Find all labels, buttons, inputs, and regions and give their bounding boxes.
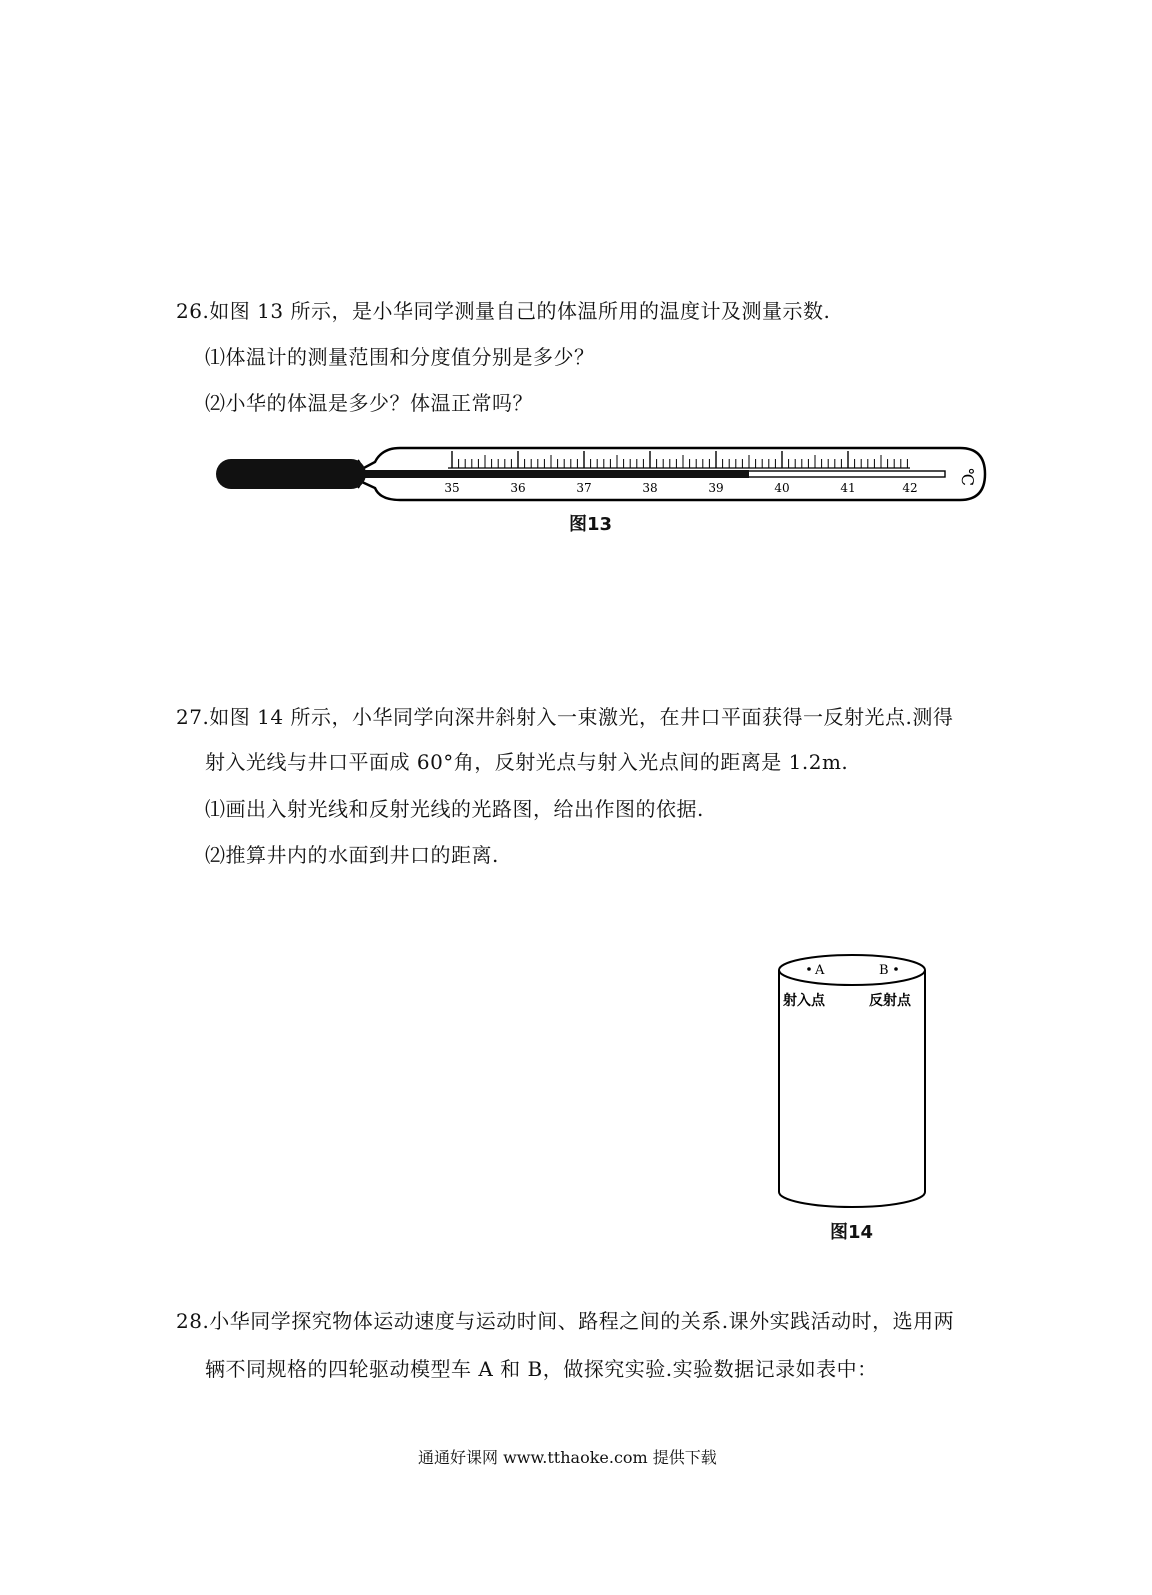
q26-stem: 26.如图 13 所示，是小华同学测量自己的体温所用的温度计及测量示数. xyxy=(176,299,831,323)
q26-sub-question-1: ⑴体温计的测量范围和分度值分别是多少？ xyxy=(205,345,595,369)
well-figure xyxy=(775,952,930,1217)
q28-stem-line-1: 28.小华同学探究物体运动速度与运动时间、路程之间的关系.课外实践活动时，选用两 xyxy=(176,1309,955,1333)
q27-sub-question-2: ⑵推算井内的水面到井口的距离. xyxy=(205,843,499,867)
figure-13-caption: 图13 xyxy=(569,514,613,535)
q27-stem-line-2: 射入光线与井口平面成 60°角，反射光点与射入光点间的距离是 1.2m. xyxy=(205,750,849,774)
scale-label-35: 35 xyxy=(444,481,460,495)
point-a-label: A xyxy=(815,963,825,978)
point-b-dot xyxy=(894,967,898,971)
scale-label-42: 42 xyxy=(902,481,918,495)
reflection-point-label: 反射点 xyxy=(869,993,911,1009)
incident-point-label: 射入点 xyxy=(783,993,825,1009)
page-footer: 通通好课网 www.tthaoke.com 提供下载 xyxy=(418,1448,717,1467)
celsius-unit: ℃ xyxy=(958,468,977,486)
mercury-column xyxy=(360,470,749,478)
thermometer-figure xyxy=(210,440,990,510)
scale-ticks xyxy=(452,451,907,468)
scale-labels xyxy=(444,481,917,495)
figure-14-caption: 图14 xyxy=(830,1222,874,1243)
point-b-label: B xyxy=(879,963,889,978)
scale-label-38: 38 xyxy=(642,481,658,495)
scale-label-40: 40 xyxy=(774,481,790,495)
q27-sub-question-1: ⑴画出入射光线和反射光线的光路图，给出作图的依据. xyxy=(205,797,704,821)
point-a-dot xyxy=(807,967,811,971)
scale-label-39: 39 xyxy=(708,481,724,495)
q27-stem-line-1: 27.如图 14 所示，小华同学向深井斜射入一束激光，在井口平面获得一反射光点.测得 xyxy=(176,705,954,729)
q26-sub-question-2: ⑵小华的体温是多少？体温正常吗？ xyxy=(205,391,533,415)
scale-label-36: 36 xyxy=(510,481,526,495)
scale-label-41: 41 xyxy=(840,481,856,495)
scale-label-37: 37 xyxy=(576,481,592,495)
q28-stem-line-2: 辆不同规格的四轮驱动模型车 A 和 B，做探究实验.实验数据记录如表中： xyxy=(205,1357,878,1381)
